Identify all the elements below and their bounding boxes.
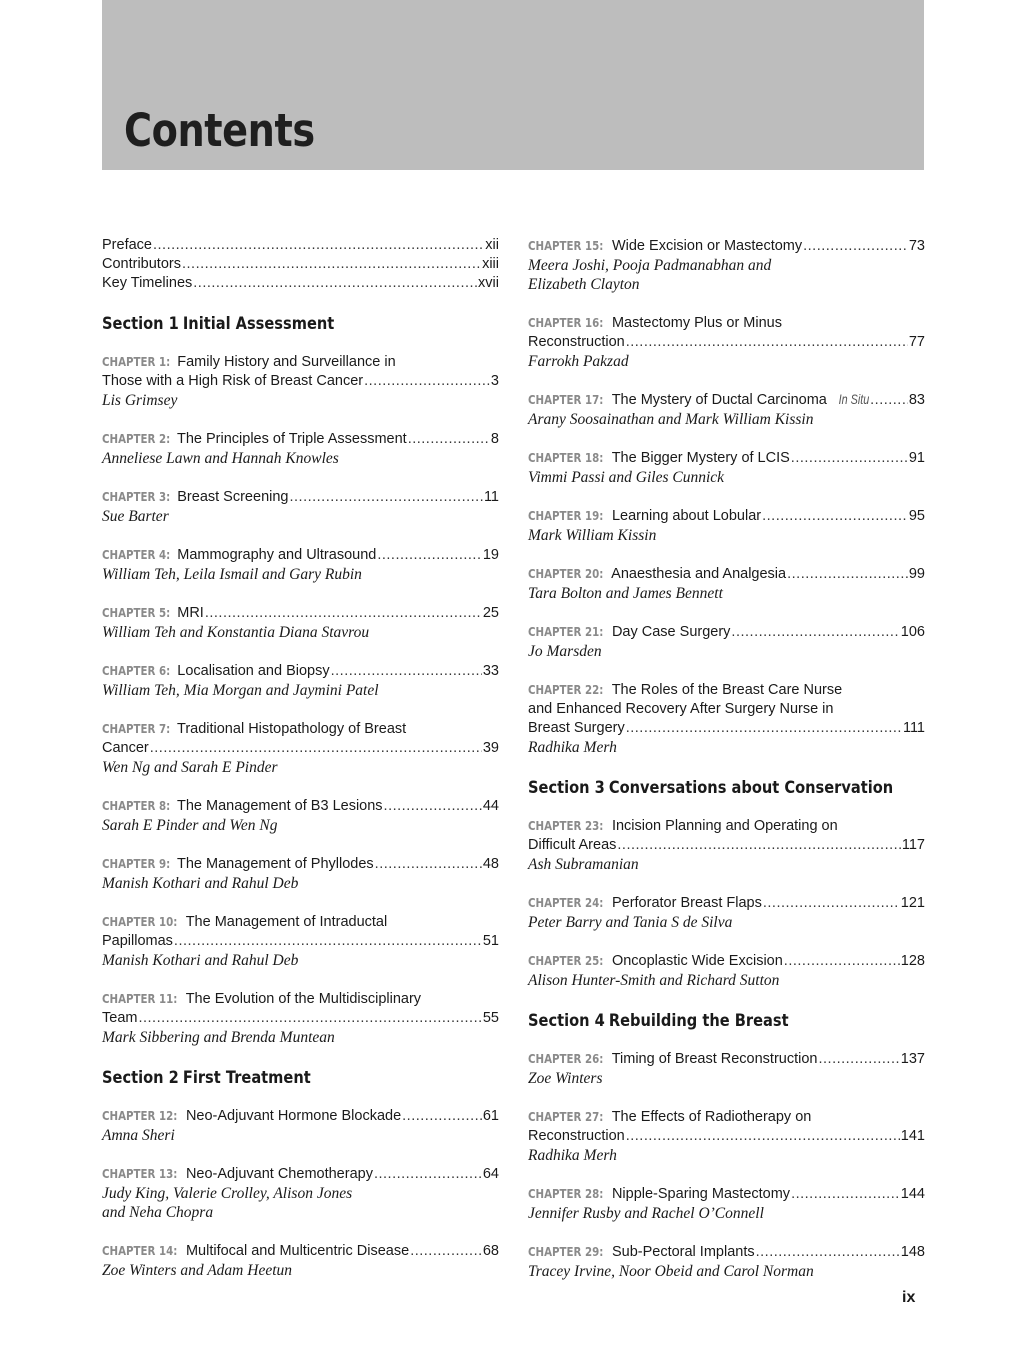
toc-entry-chapter-27[interactable]: CHAPTER 27: The Effects of Radiotherapy on Reconstruction ..... 141 Radhika Merh	[528, 1107, 925, 1165]
toc-entry-chapter-26[interactable]: CHAPTER 26: Timing of Breast Reconstruction ..... 137 Zoe Winters	[528, 1049, 925, 1088]
toc-entry-key-timelines[interactable]: Key Timelines ..... xvii	[102, 274, 499, 293]
page-title: Contents	[124, 104, 315, 157]
toc-entry-contributors[interactable]: Contributors ..... xiii	[102, 255, 499, 274]
toc-entry-chapter-25[interactable]: CHAPTER 25: Oncoplastic Wide Excision ..... 128 Alison Hunter-Smith and Richard Sutton	[528, 951, 925, 990]
toc-entry-chapter-13[interactable]: CHAPTER 13: Neo-Adjuvant Chemotherapy ..... 64 Judy King, Valerie Crolley, Alison Jones and Neha Chopra	[102, 1164, 499, 1222]
toc-entry-chapter-15[interactable]: CHAPTER 15: Wide Excision or Mastectomy ..... 73 Meera Joshi, Pooja Padmanabhan and Elizabeth Clayton	[528, 236, 925, 294]
toc-entry-chapter-2[interactable]: CHAPTER 2: The Principles of Triple Assessment ..... 8 Anneliese Lawn and Hannah Knowles	[102, 429, 499, 468]
section-heading-1: Section 1 Initial Assessment	[102, 314, 335, 334]
toc-entry-chapter-5[interactable]: CHAPTER 5: MRI ..... 25 William Teh and Konstantia Diana Stavrou	[102, 603, 499, 642]
header-band	[102, 0, 924, 170]
toc-entry-chapter-19[interactable]: CHAPTER 19: Learning about Lobular ..... 95 Mark William Kissin	[528, 506, 925, 545]
toc-entry-chapter-24[interactable]: CHAPTER 24: Perforator Breast Flaps ..... 121 Peter Barry and Tania S de Silva	[528, 893, 925, 932]
toc-entry-chapter-29[interactable]: CHAPTER 29: Sub-Pectoral Implants ..... 148 Tracey Irvine, Noor Obeid and Carol Norman	[528, 1242, 925, 1281]
toc-entry-chapter-4[interactable]: CHAPTER 4: Mammography and Ultrasound ..... 19 William Teh, Leila Ismail and Gary Rubin	[102, 545, 499, 584]
toc-entry-chapter-10[interactable]: CHAPTER 10: The Management of Intraductal Papillomas ..... 51 Manish Kothari and Rahul Deb	[102, 912, 499, 970]
toc-entry-chapter-21[interactable]: CHAPTER 21: Day Case Surgery ..... 106 Jo Marsden	[528, 622, 925, 661]
toc-entry-chapter-28[interactable]: CHAPTER 28: Nipple-Sparing Mastectomy ..... 144 Jennifer Rusby and Rachel O’Connell	[528, 1184, 925, 1223]
toc-entry-chapter-8[interactable]: CHAPTER 8: The Management of B3 Lesions ..... 44 Sarah E Pinder and Wen Ng	[102, 796, 499, 835]
toc-entry-chapter-3[interactable]: CHAPTER 3: Breast Screening ..... 11 Sue Barter	[102, 487, 499, 526]
section-heading-3: Section 3 Conversations about Conservation	[528, 778, 894, 798]
toc-entry-chapter-14[interactable]: CHAPTER 14: Multifocal and Multicentric Disease ..... 68 Zoe Winters and Adam Heetun	[102, 1241, 499, 1280]
toc-entry-chapter-12[interactable]: CHAPTER 12: Neo-Adjuvant Hormone Blockade ..... 61 Amna Sheri	[102, 1106, 499, 1145]
toc-column-left	[102, 236, 499, 1299]
toc-entry-chapter-23[interactable]: CHAPTER 23: Incision Planning and Operating on Difficult Areas ..... 117 Ash Subramanian	[528, 816, 925, 874]
toc-entry-chapter-11[interactable]: CHAPTER 11: The Evolution of the Multidisciplinary Team ..... 55 Mark Sibbering and Brenda Muntean	[102, 989, 499, 1047]
toc-entry-chapter-16[interactable]: CHAPTER 16: Mastectomy Plus or Minus Reconstruction ..... 77 Farrokh Pakzad	[528, 313, 925, 371]
toc-entry-chapter-22[interactable]: CHAPTER 22: The Roles of the Breast Care Nurse and Enhanced Recovery After Surgery Nurse in Breast Surgery ..... 111 Radhika Merh	[528, 680, 925, 757]
toc-entry-chapter-20[interactable]: CHAPTER 20: Anaesthesia and Analgesia ..... 99 Tara Bolton and James Bennett	[528, 564, 925, 603]
toc-column-right	[528, 236, 925, 1300]
toc-entry-chapter-9[interactable]: CHAPTER 9: The Management of Phyllodes ..... 48 Manish Kothari and Rahul Deb	[102, 854, 499, 893]
toc-entry-chapter-6[interactable]: CHAPTER 6: Localisation and Biopsy ..... 33 William Teh, Mia Morgan and Jaymini Patel	[102, 661, 499, 700]
toc-entry-chapter-7[interactable]: CHAPTER 7: Traditional Histopathology of Breast Cancer ..... 39 Wen Ng and Sarah E Pinder	[102, 719, 499, 777]
toc-entry-chapter-18[interactable]: CHAPTER 18: The Bigger Mystery of LCIS ..... 91 Vimmi Passi and Giles Cunnick	[528, 448, 925, 487]
page-number: ix	[902, 1289, 916, 1306]
section-heading-2: Section 2 First Treatment	[102, 1068, 311, 1088]
toc-entry-chapter-17[interactable]: CHAPTER 17: The Mystery of Ductal Carcinoma In Situ ..... 83 Arany Soosainathan and Mark William Kissin	[528, 390, 925, 429]
toc-entry-chapter-1[interactable]: CHAPTER 1: Family History and Surveillance in Those with a High Risk of Breast Cancer ..... 3 Lis Grimsey	[102, 352, 499, 410]
section-heading-4: Section 4 Rebuilding the Breast	[528, 1011, 789, 1031]
toc-entry-preface[interactable]: Preface ..... xii	[102, 236, 499, 255]
